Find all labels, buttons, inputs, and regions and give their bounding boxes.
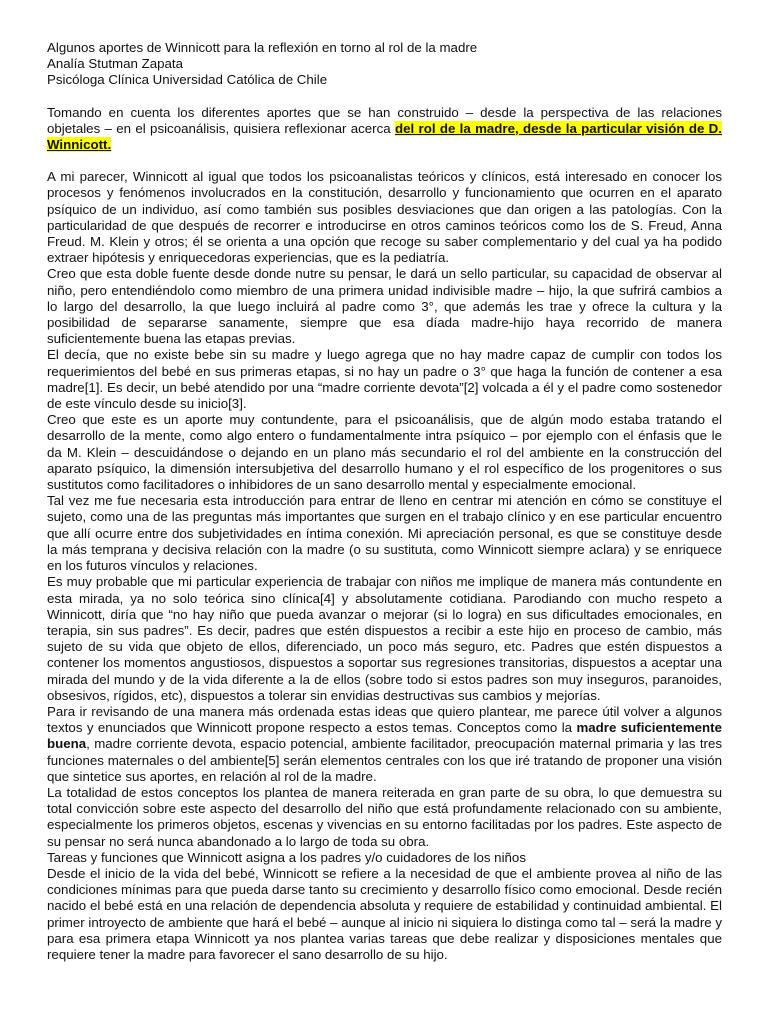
concepts-bold-term: madre suficientemente buena: [47, 720, 722, 752]
body-paragraph: Creo que este es un aporte muy contundente, para el psicoanálisis, que de algún modo estaba tratando el desarrollo de la mente, como algo entero o fundamentalmente intra psíquico – por ejemplo con el énfasis que le da M. Klein – descuidándose o dejando en un plano más secundario el rol del ambiente en la construcción del aparato psíquico, la dimensión intersubjetiva del desarrollo humano y el rol específico de los progenitores o sus sustitutos como facilitadores o inhibidores de un sano desarrollo mental y especialmente emocional.: [47, 412, 722, 493]
body-paragraph: Desde el inicio de la vida del bebé, Winnicott se refiere a la necesidad de que el ambiente provea al niño de las condiciones mínimas para que pueda darse tanto su crecimiento y desarrollo físico como emocional. Desde recién nacido el bebé está en una relación de dependencia absoluta y requiere de estabilidad y continuidad ambiental. El primer introyecto de ambiente que hará el bebé – aunque al inicio ni siquiera lo distinga como tal – será la madre y para esa primera etapa Winnicott ya nos plantea varias tareas que debe realizar y disposiciones mentales que requiere tener la madre para favorecer el sano desarrollo de su hijo.: [47, 865, 722, 962]
body-paragraph: Tal vez me fue necesaria esta introducción para entrar de lleno en centrar mi atención en cómo se constituye el sujeto, como una de las preguntas más importantes que surgen en el trabajo clínico y en ese particular encuentro que allí ocurre entre dos subjetividades en íntima conexión. Mi apreciación personal, es que se constituye desde la más temprana y decisiva relación con la madre (o su sustituta, como Winnicott siempre aclara) y se enriquece en los futuros vínculos y relaciones.: [47, 493, 722, 574]
author-name: Analía Stutman Zapata: [47, 56, 184, 72]
body-paragraph: La totalidad de estos conceptos los plantea de manera reiterada en gran parte de su obra, lo que demuestra su total convicción sobre este aspecto del desarrollo del niño que está profundamente relacionado con su ambiente, especialmente los primeros objetos, escenas y vivencias en su entorno facilitadas por los padres. Este aspecto de su pensar no será nunca abandonado a lo largo de toda su obra.: [47, 784, 722, 849]
concepts-text-before: Para ir revisando de una manera más ordenada estas ideas que quiero plantear, me parece útil volver a algunos textos y enunciados que Winnicott propone respecto a estos temas. Conceptos como la: [47, 703, 722, 736]
concepts-text-after: , madre corriente devota, espacio potencial, ambiente facilitador, preocupación maternal primaria y las tres funciones maternales o del ambiente[5] serán elementos centrales con los que iré tratando de proponer una visión que sintetice sus aportes, en relación al rol de la madre.: [47, 736, 722, 784]
intro-text: Tomando en cuenta los diferentes aportes que se han construido – desde la perspectiva de las relaciones objetales – en el psicoanálisis, quisiera reflexionar acerca: [47, 104, 722, 136]
author-affiliation: Psicóloga Clínica Universidad Católica de Chile: [47, 72, 328, 88]
document-page: [47, 40, 722, 963]
intro-paragraph: [47, 105, 722, 154]
concepts-paragraph: [47, 704, 722, 785]
intro-highlight: del rol de la madre, desde la particular visión de D. Winnicott.: [47, 120, 722, 153]
document-title: Algunos aportes de Winnicott para la reflexión en torno al rol de la madre: [47, 40, 478, 55]
body-paragraph: Creo que esta doble fuente desde donde nutre su pensar, le dará un sello particular, su capacidad de observar al niño, pero entendiéndolo como miembro de una primera unidad indivisible madre – hijo, la que sufrirá cambios a lo largo del desarrollo, la que luego incluirá al padre como 3°, que además les trae y ofrece la cultura y la posibilidad de separarse sanamente, siempre que esa díada madre-hijo haya recorrido de manera suficientemente buena las etapas previas.: [47, 266, 722, 347]
body-paragraph: A mi parecer, Winnicott al igual que todos los psicoanalistas teóricos y clínicos, está interesado en conocer los procesos y fenómenos involucrados en la constitución, desarrollo y funcionamiento que ocurren en el aparato psíquico de un individuo, así como también sus posibles desviaciones que dan origen a las patologías. Con la particularidad de que después de recorrer e introducirse en otros caminos teóricos como los de S. Freud, Anna Freud. M. Klein y otros; él se orienta a una opción que recoge su saber complementario y del cual ya ha podido extraer hipótesis y enriquecedoras experiencias, que es la pediatría.: [47, 169, 722, 266]
section-heading: Tareas y funciones que Winnicott asigna a los padres y/o cuidadores de los niños: [47, 849, 526, 865]
body-paragraph: Es muy probable que mi particular experiencia de trabajar con niños me implique de manera más contundente en esta mirada, ya no solo teórica sino clínica[4] y absolutamente cotidiana. Parodiando con mucho respeto a Winnicott, diría que “no hay niño que pueda avanzar o mejorar (si lo logra) en sus dificultades emocionales, en terapia, sin sus padres”. Es decir, padres que estén dispuestos a recibir a este hijo en proceso de cambio, más sujeto de su vida que objeto de ellos, diferenciado, un poco más seguro, etc. Padres que estén dispuestos a contener los momentos angustiosos, dispuestos a soportar sus regresiones transitorias, dispuestos a aceptar una mirada del mundo y de la vida diferente a la de ellos (sobre todo si estos padres son muy inseguros, paranoides, obsesivos, rígidos, etc), dispuestos a tolerar sin envidias destructivas sus cambios y mejorías.: [47, 574, 722, 703]
body-paragraph: El decía, que no existe bebe sin su madre y luego agrega que no hay madre capaz de cumplir con todos los requerimientos del bebé en sus primeras etapas, si no hay un padre o 3° que haga la función de contener a esa madre[1]. Es decir, un bebé atendido por una “madre corriente devota”[2] volcada a él y el padre como sostenedor de este vínculo desde su inicio[3].: [47, 347, 722, 412]
spacer: [47, 89, 722, 105]
spacer: [47, 153, 722, 169]
